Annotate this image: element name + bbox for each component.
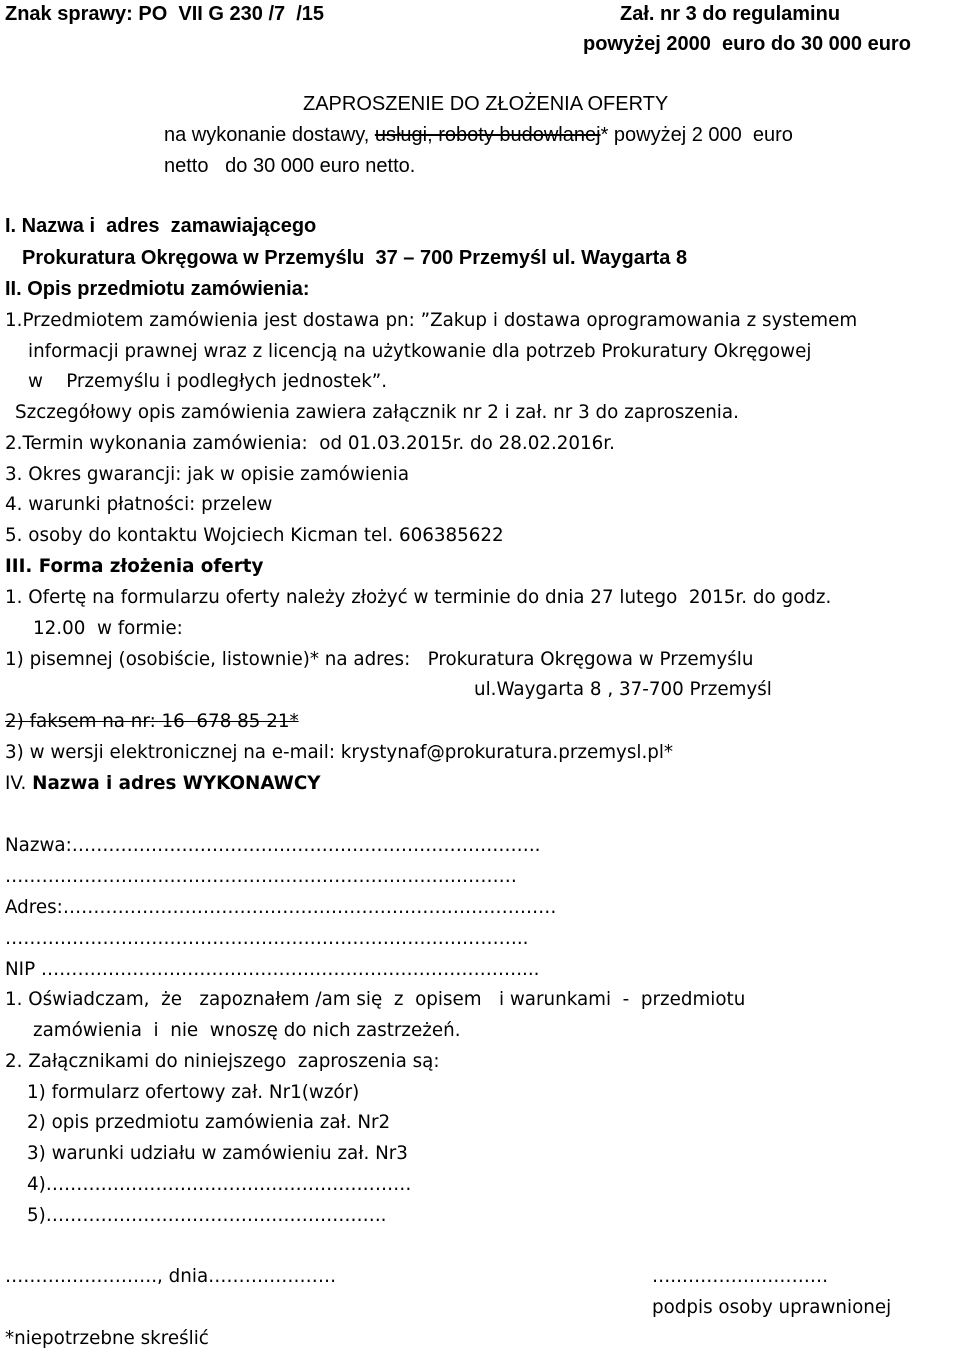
document-title: ZAPROSZENIE DO ZŁOŻENIA OFERTY [303,93,669,115]
signature-label: podpis osoby uprawnionej [652,1297,892,1318]
completion-date: 2.Termin wykonania zamówienia: od 01.03.2015r. do 28.02.2016r. [5,433,615,454]
submission-fax: 2) faksem na nr: 16 678 85 21* [5,711,299,732]
section3-title: Forma złożenia oferty [38,556,264,577]
attachment-note: Zał. nr 3 do regulaminu [620,3,841,25]
section3-heading [5,556,263,577]
subtitle-part-a: na wykonanie dostawy, [164,124,375,146]
attachment-item-3: 3) warunki udziału w zamówieniu zał. Nr3 [27,1143,408,1164]
subject-line2: informacji prawnej wraz z licencją na użytkowanie dla potrzeb Prokuratury Okręgowej [28,341,812,362]
declaration1-line2: zamówienia i nie wnoszę do nich zastrzeżeń. [33,1020,461,1041]
place-and-date: ……………………., dnia………………… [5,1266,337,1287]
attachment-threshold: powyżej 2000 euro do 30 000 euro [583,33,911,55]
submission-written-line1: 1) pisemnej (osobiście, listownie)* na adres: Prokuratura Okręgowa w Przemyślu [5,649,754,670]
title-subtitle-line2: netto do 30 000 euro netto. [164,155,416,177]
contractor-address-continuation: ………………………………………………………………………….. [5,928,529,949]
signature-dots: …..…………………… [652,1266,829,1287]
section3-number: III. [5,556,39,577]
offer-deadline-line2: 12.00 w formie: [33,618,183,639]
section2-heading: II. Opis przedmiotu zamówienia: [5,278,310,300]
subject-line3: w Przemyślu i podległych jednostek”. [28,371,388,392]
footnote: *niepotrzebne skreślić [5,1328,209,1349]
declaration1-line1: 1. Oświadczam, że zapoznałem /am się z opisem i warunkami - przedmiotu [5,989,746,1010]
submission-written-line2: ul.Waygarta 8 , 37-700 Przemyśl [474,679,772,700]
submission-email: 3) w wersji elektronicznej na e-mail: krystynaf@prokuratura.przemysl.pl* [5,742,674,763]
case-number: Znak sprawy: PO VII G 230 /7 /15 [5,3,325,25]
warranty-period: 3. Okres gwarancji: jak w opisie zamówienia [5,464,410,485]
subject-line1: 1.Przedmiotem zamówienia jest dostawa pn: ”Zakup i dostawa oprogramowania z systemem [5,310,858,331]
contractor-name-continuation: ………………………………………………………………………… [5,866,517,887]
contractor-address-field: Adres:……………………………………………………………………… [5,897,557,918]
attachment-item-2: 2) opis przedmiotu zamówienia zał. Nr2 [27,1112,391,1133]
contractor-nip-field: NIP …………………………………………………………………….... [5,959,540,980]
title-subtitle-line1 [164,124,793,147]
attachment-item-5: 5)……………………………………………….. [27,1205,387,1226]
subject-details: Szczegółowy opis zamówienia zawiera załącznik nr 2 i zał. nr 3 do zaproszenia. [15,402,739,423]
offer-deadline-line1: 1. Ofertę na formularzu oferty należy złożyć w terminie do dnia 27 lutego 2015r. do godz. [5,587,832,608]
section1-heading: I. Nazwa i adres zamawiającego [5,215,317,237]
subtitle-part-b: * powyżej 2 000 euro [600,124,793,146]
declaration2: 2. Załącznikami do niniejszego zaproszenia są: [5,1051,440,1072]
subtitle-struck: usługi, roboty budowlanej [374,124,601,146]
payment-terms: 4. warunki płatności: przelew [5,494,273,515]
section4-title: Nazwa i adres WYKONAWCY [32,773,321,794]
section4-heading [5,773,321,794]
contracting-authority-address: Prokuratura Okręgowa w Przemyślu 37 – 700 Przemyśl ul. Waygarta 8 [22,247,688,269]
contact-person: 5. osoby do kontaktu Wojciech Kicman tel. 606385622 [5,525,504,546]
attachment-item-4: 4)…………………………………………………… [27,1174,412,1195]
contractor-name-field: Nazwa:………………………………………………………………….. [5,835,541,856]
attachment-item-1: 1) formularz ofertowy zał. Nr1(wzór) [27,1082,360,1103]
section4-number: IV. [5,773,33,794]
